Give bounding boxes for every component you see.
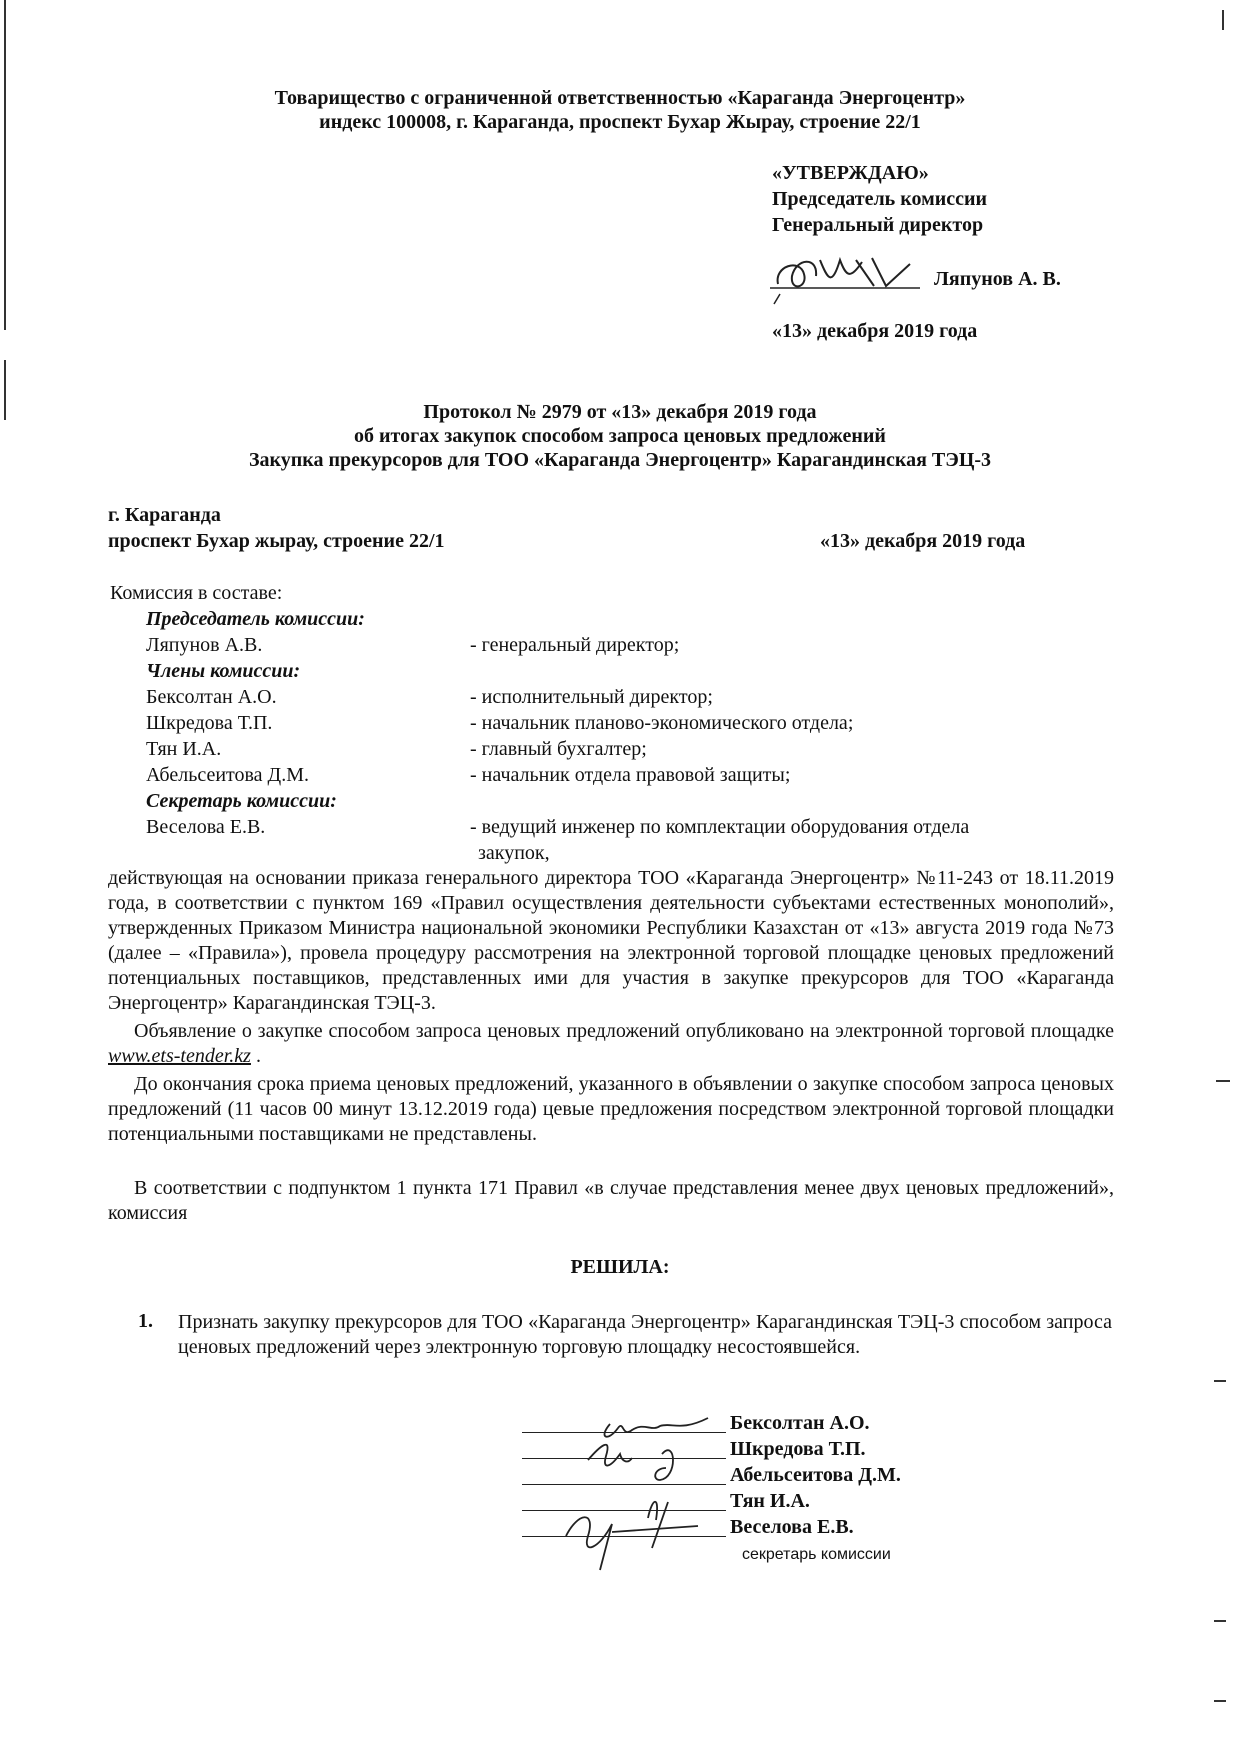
chair-name: Ляпунов А.В.	[146, 634, 263, 656]
decision-item-number: 1.	[138, 1310, 153, 1332]
secretary-role-continued: закупок,	[478, 842, 550, 864]
protocol-title	[120, 400, 1120, 472]
commission-intro: Комиссия в составе:	[110, 582, 283, 604]
paragraph-rule: В соответствии с подпунктом 1 пункта 171 Правил «в случае представления менее двух ценовых предложений», комиссия	[108, 1177, 1114, 1224]
announcement-text: Объявление о закупке способом запроса ценовых предложений опубликовано на электронной торговой площадке	[134, 1020, 1114, 1042]
scan-edge-mark	[1214, 1700, 1226, 1702]
paragraph-announcement	[108, 1019, 1114, 1069]
paragraph-deadline: До окончания срока приема ценовых предложений, указанного в объявлении о закупке способом запроса ценовых предложений (11 часов 00 минут 13.12.2019 года) цевые предложения посредством электронной торговой площадки потенциальными поставщиками не представлены.	[108, 1073, 1114, 1145]
member-role: - главный бухгалтер;	[470, 738, 647, 760]
place-address: проспект Бухар жырау, строение 22/1	[108, 530, 445, 552]
scan-edge-mark	[1222, 10, 1224, 30]
decision-heading: РЕШИЛА:	[570, 1256, 670, 1278]
chair-label: Председатель комиссии:	[146, 608, 365, 630]
ets-tender-link[interactable]: www.ets-tender.kz	[108, 1045, 251, 1067]
place-date: «13» декабря 2019 года	[820, 530, 1026, 552]
decision-item-text: Признать закупку прекурсоров для ТОО «Караганда Энергоцентр» Карагандинская ТЭЦ-3 способом запроса ценовых предложений через электронную торговую площадку несостоявшейся.	[178, 1311, 1112, 1358]
member-role: - начальник планово-экономического отдела;	[470, 712, 854, 734]
approval-date: «13» декабря 2019 года	[772, 320, 978, 342]
member-role: - начальник отдела правовой защиты;	[470, 764, 791, 786]
signer-name: Шкредова Т.П.	[730, 1438, 866, 1460]
signer-name: Абельсеитова Д.М.	[730, 1464, 901, 1486]
secretary-role: - ведущий инженер по комплектации оборудования отдела	[470, 816, 970, 838]
protocol-number: Протокол № 2979 от «13» декабря 2019 года	[423, 401, 817, 423]
organization-address: индекс 100008, г. Караганда, проспект Бухар Жырау, строение 22/1	[319, 111, 921, 133]
member-signatures	[548, 1398, 738, 1578]
protocol-procurement: Закупка прекурсоров для ТОО «Караганда Энергоцентр» Карагандинская ТЭЦ-3	[248, 449, 992, 471]
member-name: Шкредова Т.П.	[146, 712, 273, 734]
scan-edge-mark	[1214, 1620, 1226, 1622]
scan-edge-mark	[4, 0, 6, 330]
organization-name: Товарищество с ограниченной ответственностью «Караганда Энергоцентр»	[274, 87, 966, 109]
approval-position-director: Генеральный директор	[772, 214, 984, 236]
scan-edge-mark	[1214, 1380, 1226, 1382]
secretary-label: Секретарь комиссии:	[146, 790, 337, 812]
director-signature	[770, 236, 940, 306]
member-name: Тян И.А.	[146, 738, 222, 760]
scan-edge-mark	[4, 360, 6, 420]
member-name: Абельсеитова Д.М.	[146, 764, 309, 786]
approval-director-name: Ляпунов А. В.	[934, 268, 1061, 290]
members-label: Члены комиссии:	[146, 660, 301, 682]
signer-name: Бексолтан А.О.	[730, 1412, 870, 1434]
protocol-subject: об итогах закупок способом запроса ценовых предложений	[354, 425, 886, 447]
approval-position-chair: Председатель комиссии	[772, 188, 988, 210]
paragraph-basis: действующая на основании приказа генерального директора ТОО «Караганда Энергоцентр» №11-243 от 18.11.2019 года, в соответствии с пунктом 169 «Правил осуществления деятельности субъектами естественных монополий», утвержденных Приказом Министра национальной экономики Республики Казахстан от «13» августа 2019 года №73 (далее – «Правила»), провела процедуру рассмотрения на электронной торговой площадке ценовых предложений потенциальных поставщиков, представленных ими для участия в закупке прекурсоров для ТОО «Караганда Энергоцентр» Карагандинская ТЭЦ-3.	[108, 867, 1114, 1014]
signer-name: Тян И.А.	[730, 1490, 810, 1512]
place-city: г. Караганда	[108, 504, 221, 526]
secretary-name: Веселова Е.В.	[146, 816, 266, 838]
signer-name: Веселова Е.В.	[730, 1516, 854, 1538]
announcement-end: .	[250, 1045, 261, 1067]
organization-header	[120, 86, 1120, 134]
approval-stamp: «УТВЕРЖДАЮ»	[772, 162, 929, 184]
member-name: Бексолтан А.О.	[146, 686, 277, 708]
scan-edge-mark	[1216, 1080, 1230, 1082]
secretary-caption: секретарь комиссии	[742, 1546, 891, 1563]
chair-role: - генеральный директор;	[470, 634, 680, 656]
member-role: - исполнительный директор;	[470, 686, 713, 708]
